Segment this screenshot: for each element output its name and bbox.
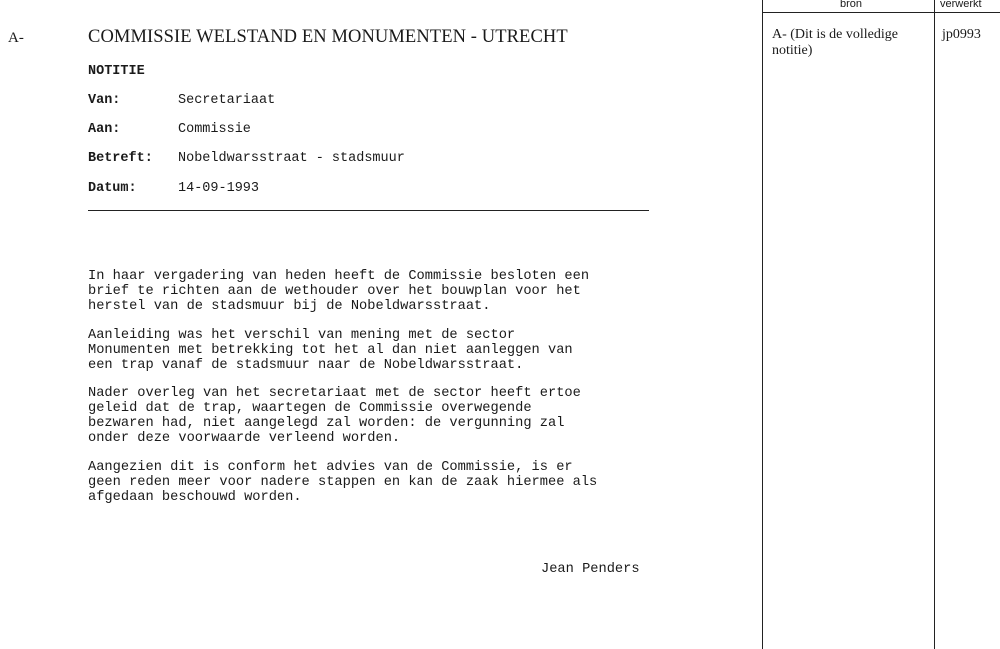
meta-value-betreft: Nobeldwarsstraat - stadsmuur: [178, 151, 405, 166]
header-divider: [88, 210, 649, 211]
document-type: NOTITIE: [88, 64, 145, 79]
ledger-column-divider: [934, 0, 935, 649]
meta-value-datum: 14-09-1993: [178, 181, 260, 196]
bron-entry: A- (Dit is de volledige notitie): [772, 27, 898, 58]
meta-label-van: Van:: [88, 93, 121, 108]
column-header-verwerkt: verwerkt: [940, 0, 982, 10]
meta-label-aan: Aan:: [88, 122, 121, 137]
signature: Jean Penders: [541, 562, 640, 577]
ledger-header-rule: [762, 12, 1000, 13]
document-title: COMMISSIE WELSTAND EN MONUMENTEN - UTRECHT: [88, 27, 568, 47]
body-paragraph-3: Nader overleg van het secretariaat met de sector heeft ertoe geleid dat de trap, waartegen de Commissie overwegende bezwaren had, niet aangelegd zal worden: de vergunning zal onder deze voorwaarde verleend worden.: [88, 386, 581, 446]
body-paragraph-1: In haar vergadering van heden heeft de Commissie besloten een brief te richten aan de wethouder over het bouwplan voor het herstel van de stadsmuur bij de Nobeldwarsstraat.: [88, 269, 590, 314]
margin-mark: A-: [8, 30, 24, 46]
body-paragraph-4: Aangezien dit is conform het advies van de Commissie, is er geen reden meer voor nadere stappen en kan de zaak hiermee als afgedaan beschouwd worden.: [88, 460, 598, 505]
ledger-left-border: [762, 0, 763, 649]
column-header-bron: bron: [840, 0, 863, 10]
meta-value-aan: Commissie: [178, 122, 251, 137]
meta-label-datum: Datum:: [88, 181, 137, 196]
meta-value-van: Secretariaat: [178, 93, 276, 108]
body-paragraph-2: Aanleiding was het verschil van mening met de sector Monumenten met betrekking tot het al dan niet aanleggen van een trap vanaf de stadsmuur naar de Nobeldwarsstraat.: [88, 328, 573, 373]
verwerkt-entry: jp0993: [942, 27, 981, 42]
ledger-columns: [762, 0, 1000, 649]
meta-label-betreft: Betreft:: [88, 151, 153, 166]
